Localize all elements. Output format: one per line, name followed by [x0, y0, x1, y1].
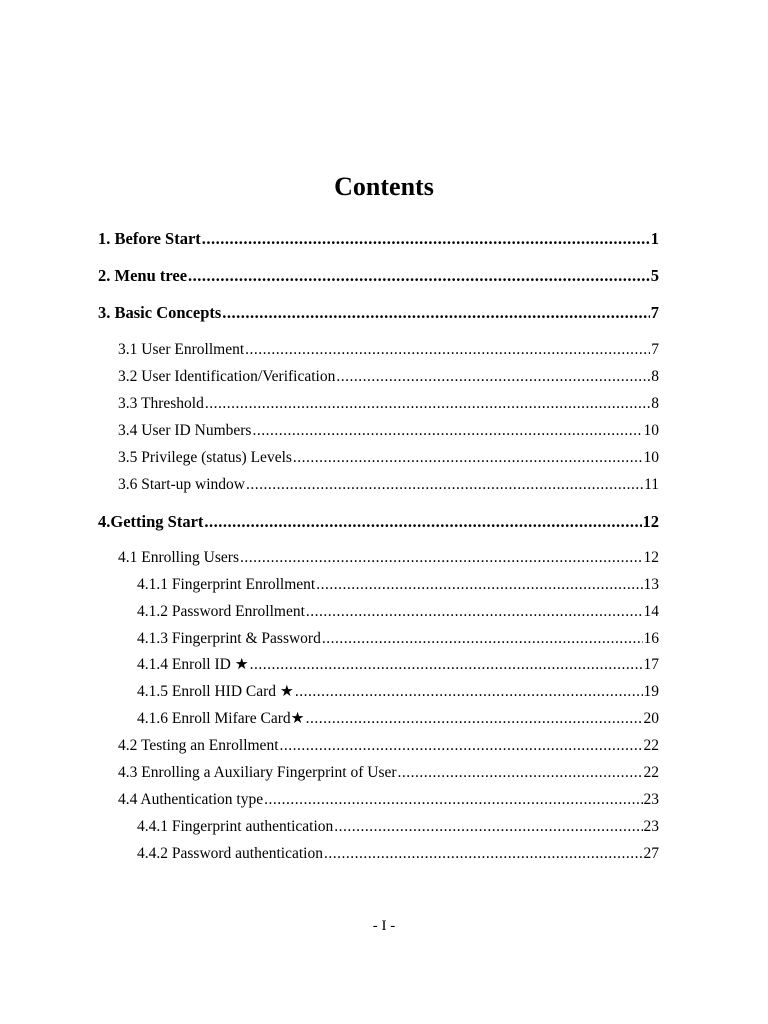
toc-leader-dots: [306, 601, 643, 623]
toc-entry-label: 4.3 Enrolling a Auxiliary Fingerprint of User: [118, 764, 397, 781]
toc-entry-page: 14: [643, 603, 659, 620]
toc-leader-dots: [336, 366, 650, 388]
toc-entry-page: 8: [651, 395, 659, 412]
toc-entry-user-enrollment[interactable]: [118, 339, 659, 361]
toc-leader-dots: [293, 447, 643, 469]
toc-entry-label: 4.2 Testing an Enrollment: [118, 737, 279, 754]
toc-entry-label: 4.1.4 Enroll ID ★: [137, 656, 249, 673]
toc-entry-label: 3.3 Threshold: [118, 395, 204, 412]
toc-leader-dots: [245, 339, 650, 361]
toc-entry-menu-tree[interactable]: [98, 265, 659, 287]
toc-entry-user-identification[interactable]: [118, 366, 659, 388]
toc-entry-authentication-type[interactable]: [118, 789, 659, 811]
toc-entry-enrolling-users[interactable]: [118, 547, 659, 569]
toc-leader-dots: [322, 628, 643, 650]
toc-entry-page: 16: [643, 630, 659, 647]
toc-entry-page: 13: [643, 576, 659, 593]
toc-entry-page: 12: [642, 512, 659, 531]
toc-entry-label: 3.5 Privilege (status) Levels: [118, 449, 292, 466]
toc-entry-label: 3.4 User ID Numbers: [118, 422, 252, 439]
toc-entry-page: 19: [643, 683, 659, 700]
toc-entry-page: 5: [650, 266, 659, 285]
toc-leader-dots: [316, 574, 642, 596]
toc-entry-enroll-id[interactable]: [137, 654, 659, 676]
toc-entry-page: 17: [643, 656, 659, 673]
toc-entry-page: 22: [643, 737, 659, 754]
toc-entry-label: 4.1.2 Password Enrollment: [137, 603, 305, 620]
toc-entry-label: 2. Menu tree: [98, 266, 188, 285]
toc-leader-dots: [334, 816, 642, 838]
toc-leader-dots: [398, 762, 643, 784]
toc-leader-dots: [246, 474, 643, 496]
toc-entry-page: 7: [651, 341, 659, 358]
toc-leader-dots: [240, 547, 643, 569]
toc-entry-page: 27: [643, 845, 659, 862]
toc-leader-dots: [264, 789, 642, 811]
toc-entry-getting-start[interactable]: [98, 511, 659, 533]
toc-entry-password-enrollment[interactable]: [137, 601, 659, 623]
toc-entry-fingerprint-authentication[interactable]: [137, 816, 659, 838]
toc-leader-dots: [324, 843, 643, 865]
toc-entry-label: 3.2 User Identification/Verification: [118, 368, 336, 385]
page-number: - I -: [372, 918, 396, 934]
toc-entry-page: 8: [651, 368, 659, 385]
toc-entry-password-authentication[interactable]: [137, 843, 659, 865]
toc-entry-label: 4.1 Enrolling Users: [118, 549, 239, 566]
toc-entry-page: 12: [643, 549, 659, 566]
toc-entry-label: 3. Basic Concepts: [98, 303, 222, 322]
toc-entry-label: 4.4.1 Fingerprint authentication: [137, 818, 334, 835]
toc-entry-label: 4.1.3 Fingerprint & Password: [137, 630, 321, 647]
toc-entry-label: 3.6 Start-up window: [118, 476, 246, 493]
toc-entry-label: 4.4.2 Password authentication: [137, 845, 323, 862]
toc-leader-dots: [205, 393, 650, 415]
toc-entry-page: 11: [644, 476, 659, 493]
toc-leader-dots: [250, 654, 643, 676]
toc-leader-dots: [306, 708, 643, 730]
toc-entry-page: 10: [643, 449, 659, 466]
toc-entry-page: 7: [650, 303, 659, 322]
toc-entry-start-up-window[interactable]: [118, 474, 659, 496]
toc-entry-label: 4.1.6 Enroll Mifare Card★: [137, 710, 305, 727]
toc-entry-fingerprint-password[interactable]: [137, 628, 659, 650]
toc-entry-enroll-mifare-card[interactable]: [137, 708, 659, 730]
toc-leader-dots: [252, 420, 642, 442]
toc-entry-enroll-hid-card[interactable]: [137, 681, 659, 703]
toc-leader-dots: [222, 302, 649, 324]
toc-entry-fingerprint-enrollment[interactable]: [137, 574, 659, 596]
toc-entry-page: 22: [643, 764, 659, 781]
toc-entry-user-id-numbers[interactable]: [118, 420, 659, 442]
toc-entry-page: 10: [643, 422, 659, 439]
toc-entry-testing-enrollment[interactable]: [118, 735, 659, 757]
toc-entry-auxiliary-fingerprint[interactable]: [118, 762, 659, 784]
toc-entry-label: 4.1.5 Enroll HID Card ★: [137, 683, 294, 700]
toc-entry-label: 3.1 User Enrollment: [118, 341, 245, 358]
toc-leader-dots: [295, 681, 643, 703]
toc-leader-dots: [188, 265, 650, 287]
toc-entry-page: 20: [643, 710, 659, 727]
toc-entry-page: 23: [643, 818, 659, 835]
toc-entry-page: 23: [643, 791, 659, 808]
toc-leader-dots: [204, 511, 641, 533]
toc-entry-label: 4.4 Authentication type: [118, 791, 264, 808]
toc-leader-dots: [280, 735, 643, 757]
toc-leader-dots: [202, 228, 650, 250]
page-title: Contents: [334, 172, 434, 201]
toc-entry-threshold[interactable]: [118, 393, 659, 415]
toc-entry-before-start[interactable]: [98, 228, 659, 250]
toc-entry-privilege-levels[interactable]: [118, 447, 659, 469]
toc-entry-basic-concepts[interactable]: [98, 302, 659, 324]
toc-entry-label: 4.1.1 Fingerprint Enrollment: [137, 576, 316, 593]
toc-entry-page: 1: [650, 229, 659, 248]
toc-entry-label: 4.Getting Start: [98, 512, 204, 531]
toc-entry-label: 1. Before Start: [98, 229, 201, 248]
